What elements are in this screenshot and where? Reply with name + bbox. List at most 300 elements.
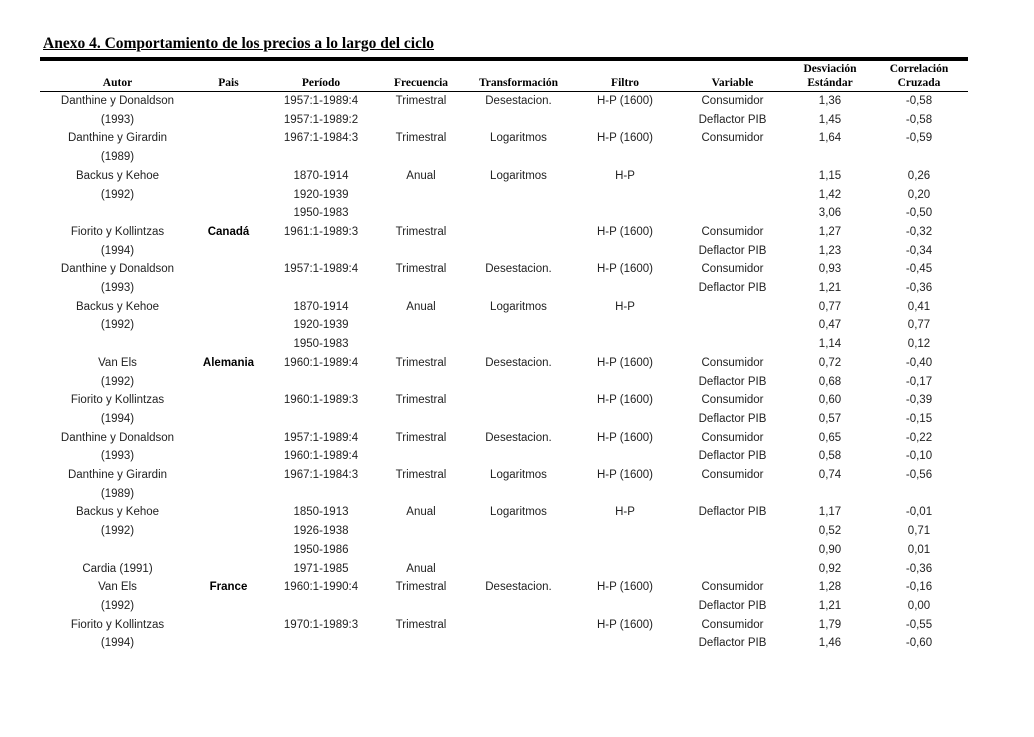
cell-autor: Backus y Kehoe (75, 169, 160, 182)
cell-correlacion: -0,16 (905, 581, 933, 594)
cell-transformacion (462, 391, 575, 410)
cell-variable: Consumidor (701, 431, 764, 444)
cell-variable (675, 335, 790, 354)
cell-filtro: H-P (1600) (596, 469, 654, 482)
cell-desviacion: 1,23 (818, 244, 842, 257)
table-row (40, 354, 968, 373)
document-page (40, 34, 968, 653)
cell-correlacion: -0,17 (905, 375, 933, 388)
cell-correlacion: -0,15 (905, 412, 933, 425)
cell-pais (195, 260, 262, 279)
cell-variable: Consumidor (701, 132, 764, 145)
cell-filtro (575, 410, 675, 429)
cell-pais (195, 560, 262, 579)
cell-transformacion: Desestacion. (485, 581, 552, 594)
cell-periodo: 1970:1-1989:3 (283, 618, 359, 631)
cell-transformacion (462, 541, 575, 560)
cell-desviacion: 1,79 (818, 618, 842, 631)
cell-correlacion: -0,10 (905, 450, 933, 463)
cell-autor: Fiorito y Kollintzas (70, 394, 165, 407)
cell-correlacion: 0,00 (907, 599, 931, 612)
table-row (40, 279, 968, 298)
cell-correlacion: -0,34 (905, 244, 933, 257)
header-row (40, 61, 968, 92)
cell-variable (675, 522, 790, 541)
cell-correlacion: -0,36 (905, 282, 933, 295)
cell-correlacion: -0,22 (905, 431, 933, 444)
cell-transformacion (462, 204, 575, 223)
cell-correlacion: -0,40 (905, 356, 933, 369)
cell-frecuencia (380, 242, 462, 261)
cell-periodo: 1960:1-1990:4 (283, 581, 359, 594)
cell-pais (195, 616, 262, 635)
cell-variable (675, 560, 790, 579)
cell-pais (195, 503, 262, 522)
cell-variable: Deflactor PIB (698, 506, 767, 519)
table-header (40, 61, 968, 92)
cell-correlacion: 0,77 (907, 319, 931, 332)
cell-desviacion: 0,77 (818, 300, 842, 313)
cell-filtro (575, 597, 675, 616)
cell-pais (195, 410, 262, 429)
cell-filtro (575, 148, 675, 167)
cell-variable: Deflactor PIB (698, 637, 767, 650)
cell-filtro: H-P (1600) (596, 356, 654, 369)
column-header-correlacion (870, 61, 968, 92)
table-row (40, 634, 968, 653)
cell-periodo (262, 242, 380, 261)
cell-periodo: 1957:1-1989:4 (283, 95, 359, 107)
cell-transformacion (462, 316, 575, 335)
cell-pais (195, 541, 262, 560)
table-row (40, 503, 968, 522)
cell-autor: (1992) (100, 525, 135, 538)
cell-transformacion (462, 560, 575, 579)
column-header-top-line (575, 63, 675, 77)
column-header-top-line (195, 63, 262, 77)
cell-variable (675, 541, 790, 560)
cell-pais (195, 167, 262, 186)
cell-autor: (1989) (100, 487, 135, 500)
cell-frecuencia (380, 148, 462, 167)
cell-filtro: H-P (615, 169, 635, 182)
cell-transformacion (462, 148, 575, 167)
cell-correlacion: 0,71 (907, 525, 931, 538)
cell-periodo (262, 373, 380, 392)
cell-correlacion: -0,39 (905, 394, 933, 407)
table-row (40, 316, 968, 335)
cell-correlacion: -0,32 (905, 225, 933, 238)
cell-periodo (262, 485, 380, 504)
cell-autor: Backus y Kehoe (75, 506, 160, 519)
cell-pais (195, 316, 262, 335)
cell-variable: Consumidor (701, 618, 764, 631)
cell-transformacion: Desestacion. (485, 356, 552, 369)
cell-autor: (1994) (100, 637, 135, 650)
cell-frecuencia (380, 447, 462, 466)
column-header-label: Filtro (611, 76, 639, 89)
cell-filtro: H-P (1600) (596, 132, 654, 145)
table-row (40, 204, 968, 223)
cell-variable (675, 148, 790, 167)
cell-filtro (575, 373, 675, 392)
cell-correlacion: -0,01 (905, 506, 933, 519)
cell-periodo: 1950-1983 (293, 207, 349, 220)
cell-desviacion: 0,47 (818, 319, 842, 332)
cell-desviacion: 1,42 (818, 188, 842, 201)
table-row (40, 129, 968, 148)
cell-transformacion (462, 186, 575, 205)
cell-correlacion (870, 485, 968, 504)
table-row (40, 522, 968, 541)
data-table (40, 61, 968, 653)
cell-desviacion: 1,17 (818, 506, 842, 519)
cell-transformacion (462, 616, 575, 635)
cell-transformacion: Logaritmos (490, 300, 547, 313)
cell-frecuencia: Trimestral (395, 356, 447, 369)
table-row (40, 111, 968, 130)
cell-autor: (1989) (100, 151, 135, 164)
cell-frecuencia (380, 410, 462, 429)
cell-autor: Danthine y Donaldson (60, 263, 175, 276)
cell-pais (195, 148, 262, 167)
cell-frecuencia: Trimestral (395, 225, 447, 238)
cell-desviacion: 0,92 (818, 562, 842, 575)
cell-frecuencia (380, 335, 462, 354)
cell-pais (195, 466, 262, 485)
cell-variable: Consumidor (701, 356, 764, 369)
table-row (40, 391, 968, 410)
column-header-periodo (262, 61, 380, 92)
cell-transformacion: Desestacion. (485, 263, 552, 276)
cell-autor: Danthine y Girardin (67, 132, 168, 145)
column-header-label: Pais (218, 76, 239, 89)
cell-periodo: 1961:1-1989:3 (283, 225, 359, 238)
cell-pais (195, 186, 262, 205)
column-header-label: Estándar (807, 76, 853, 89)
cell-frecuencia: Anual (406, 506, 436, 519)
column-header-desviacion (790, 61, 870, 92)
cell-autor: (1993) (100, 450, 135, 463)
cell-frecuencia (380, 186, 462, 205)
cell-pais: France (209, 581, 248, 594)
table-row (40, 466, 968, 485)
cell-frecuencia (380, 634, 462, 653)
cell-periodo: 1960:1-1989:3 (283, 394, 359, 407)
cell-correlacion: 0,01 (907, 543, 931, 556)
cell-frecuencia: Trimestral (395, 469, 447, 482)
cell-variable: Consumidor (701, 225, 764, 238)
column-header-label: Variable (711, 76, 754, 89)
cell-variable: Deflactor PIB (698, 244, 767, 257)
cell-filtro (575, 485, 675, 504)
cell-frecuencia: Anual (406, 169, 436, 182)
cell-desviacion (790, 485, 870, 504)
cell-frecuencia (380, 316, 462, 335)
cell-autor: (1994) (100, 244, 135, 257)
cell-filtro (575, 560, 675, 579)
cell-filtro (575, 316, 675, 335)
cell-autor: Danthine y Donaldson (60, 431, 175, 444)
cell-periodo: 1971-1985 (293, 562, 349, 575)
cell-variable: Consumidor (701, 263, 764, 276)
table-row (40, 578, 968, 597)
cell-variable: Consumidor (701, 95, 764, 107)
cell-filtro (575, 447, 675, 466)
cell-desviacion: 1,46 (818, 637, 842, 650)
table-row (40, 616, 968, 635)
cell-periodo: 1850-1913 (293, 506, 349, 519)
cell-frecuencia: Trimestral (395, 618, 447, 631)
cell-autor: Van Els (98, 356, 137, 369)
cell-variable (675, 485, 790, 504)
cell-correlacion: -0,50 (905, 207, 933, 220)
cell-autor (40, 335, 195, 354)
cell-variable (675, 204, 790, 223)
cell-pais (195, 597, 262, 616)
cell-pais (195, 335, 262, 354)
column-header-label: Autor (102, 76, 133, 89)
cell-autor: (1994) (100, 412, 135, 425)
cell-frecuencia: Trimestral (395, 132, 447, 145)
cell-frecuencia: Anual (406, 300, 436, 313)
cell-transformacion (462, 279, 575, 298)
cell-pais: Alemania (202, 356, 255, 369)
cell-filtro: H-P (1600) (596, 394, 654, 407)
cell-desviacion: 1,27 (818, 225, 842, 238)
cell-autor: Backus y Kehoe (75, 300, 160, 313)
cell-pais (195, 298, 262, 317)
cell-filtro (575, 111, 675, 130)
column-header-top-line (262, 63, 380, 77)
cell-transformacion (462, 335, 575, 354)
table-row (40, 223, 968, 242)
cell-correlacion: 0,26 (907, 169, 931, 182)
cell-periodo (262, 597, 380, 616)
cell-transformacion (462, 522, 575, 541)
cell-periodo: 1920-1939 (293, 319, 349, 332)
cell-pais (195, 429, 262, 448)
cell-autor: (1992) (100, 375, 135, 388)
table-row (40, 167, 968, 186)
cell-desviacion: 1,64 (818, 132, 842, 145)
cell-desviacion (790, 148, 870, 167)
cell-desviacion: 0,52 (818, 525, 842, 538)
cell-periodo (262, 279, 380, 298)
cell-frecuencia (380, 485, 462, 504)
cell-correlacion: -0,60 (905, 637, 933, 650)
cell-transformacion (462, 111, 575, 130)
cell-desviacion: 1,21 (818, 599, 842, 612)
cell-desviacion: 0,90 (818, 543, 842, 556)
cell-desviacion: 0,57 (818, 412, 842, 425)
cell-periodo (262, 148, 380, 167)
column-header-top-line (40, 63, 195, 77)
cell-correlacion: -0,59 (905, 132, 933, 145)
cell-desviacion: 0,65 (818, 431, 842, 444)
cell-autor: (1992) (100, 319, 135, 332)
table-row (40, 186, 968, 205)
cell-periodo: 1960:1-1989:4 (283, 450, 359, 463)
table-row (40, 335, 968, 354)
cell-desviacion: 0,72 (818, 356, 842, 369)
cell-filtro: H-P (1600) (596, 263, 654, 276)
cell-frecuencia (380, 111, 462, 130)
cell-autor (40, 541, 195, 560)
cell-correlacion: -0,45 (905, 263, 933, 276)
cell-pais (195, 447, 262, 466)
cell-transformacion (462, 485, 575, 504)
column-header-top-line (462, 63, 575, 77)
cell-pais: Canadá (207, 225, 250, 238)
column-header-filtro (575, 61, 675, 92)
cell-pais (195, 485, 262, 504)
cell-filtro: H-P (1600) (596, 225, 654, 238)
cell-desviacion: 0,58 (818, 450, 842, 463)
cell-variable: Deflactor PIB (698, 450, 767, 463)
column-header-label: Cruzada (897, 76, 941, 89)
cell-variable: Consumidor (701, 581, 764, 594)
table-row (40, 148, 968, 167)
cell-periodo: 1957:1-1989:4 (283, 431, 359, 444)
cell-desviacion: 1,21 (818, 282, 842, 295)
cell-transformacion (462, 410, 575, 429)
cell-transformacion (462, 223, 575, 242)
cell-filtro (575, 186, 675, 205)
cell-filtro (575, 335, 675, 354)
cell-variable (675, 316, 790, 335)
cell-frecuencia (380, 522, 462, 541)
cell-frecuencia: Trimestral (395, 431, 447, 444)
cell-filtro: H-P (1600) (596, 581, 654, 594)
cell-variable (675, 167, 790, 186)
column-header-pais (195, 61, 262, 92)
cell-variable: Deflactor PIB (698, 599, 767, 612)
column-header-label: Frecuencia (393, 76, 449, 89)
table-row (40, 410, 968, 429)
cell-desviacion: 0,93 (818, 263, 842, 276)
cell-desviacion: 1,28 (818, 581, 842, 594)
page-title: Anexo 4. Comportamiento de los precios a lo largo del ciclo (43, 35, 435, 52)
cell-variable: Deflactor PIB (698, 282, 767, 295)
table-row (40, 429, 968, 448)
column-header-label: Período (301, 76, 341, 89)
column-header-top-line: Desviación (803, 63, 857, 75)
cell-filtro: H-P (615, 506, 635, 519)
column-header-autor (40, 61, 195, 92)
cell-desviacion: 1,36 (818, 95, 842, 107)
cell-frecuencia (380, 204, 462, 223)
cell-periodo (262, 634, 380, 653)
cell-variable: Consumidor (701, 469, 764, 482)
cell-pais (195, 522, 262, 541)
cell-desviacion: 3,06 (818, 207, 842, 220)
cell-periodo: 1950-1983 (293, 338, 349, 351)
cell-desviacion: 1,45 (818, 113, 842, 126)
cell-pais (195, 204, 262, 223)
cell-variable: Consumidor (701, 394, 764, 407)
column-header-top-line (675, 63, 790, 77)
cell-transformacion (462, 634, 575, 653)
cell-periodo: 1920-1939 (293, 188, 349, 201)
cell-frecuencia: Trimestral (395, 263, 447, 276)
cell-pais (195, 373, 262, 392)
cell-filtro (575, 204, 675, 223)
cell-correlacion: -0,56 (905, 469, 933, 482)
cell-autor: Fiorito y Kollintzas (70, 225, 165, 238)
cell-correlacion: 0,20 (907, 188, 931, 201)
table-row (40, 92, 968, 111)
cell-periodo (262, 410, 380, 429)
cell-autor: Danthine y Donaldson (60, 95, 175, 107)
cell-transformacion: Logaritmos (490, 132, 547, 145)
cell-desviacion: 1,14 (818, 338, 842, 351)
table-row (40, 373, 968, 392)
cell-autor: Cardia (1991) (82, 562, 153, 575)
cell-filtro (575, 522, 675, 541)
cell-autor (40, 204, 195, 223)
cell-correlacion: 0,41 (907, 300, 931, 313)
cell-periodo: 1960:1-1989:4 (283, 356, 359, 369)
table-row (40, 298, 968, 317)
column-header-top-line: Correlación (889, 63, 949, 75)
cell-transformacion (462, 597, 575, 616)
cell-filtro (575, 634, 675, 653)
cell-pais (195, 279, 262, 298)
cell-correlacion: -0,55 (905, 618, 933, 631)
cell-correlacion: -0,36 (905, 562, 933, 575)
cell-filtro (575, 541, 675, 560)
table-row (40, 541, 968, 560)
cell-autor: (1992) (100, 599, 135, 612)
cell-frecuencia (380, 597, 462, 616)
cell-transformacion (462, 373, 575, 392)
cell-correlacion: 0,12 (907, 338, 931, 351)
cell-filtro: H-P (1600) (596, 431, 654, 444)
cell-frecuencia (380, 541, 462, 560)
table-body (40, 92, 968, 654)
table-row (40, 260, 968, 279)
cell-filtro: H-P (615, 300, 635, 313)
cell-periodo: 1870-1914 (293, 169, 349, 182)
cell-pais (195, 129, 262, 148)
cell-transformacion: Desestacion. (485, 95, 552, 107)
table-row (40, 485, 968, 504)
cell-transformacion: Logaritmos (490, 469, 547, 482)
cell-pais (195, 111, 262, 130)
column-header-variable (675, 61, 790, 92)
cell-desviacion: 0,68 (818, 375, 842, 388)
cell-desviacion: 1,15 (818, 169, 842, 182)
cell-variable: Deflactor PIB (698, 412, 767, 425)
cell-periodo: 1926-1938 (293, 525, 349, 538)
cell-autor: Van Els (98, 581, 137, 594)
cell-periodo: 1967:1-1984:3 (283, 132, 359, 145)
cell-correlacion (870, 148, 968, 167)
cell-transformacion (462, 447, 575, 466)
cell-pais (195, 391, 262, 410)
table-row (40, 560, 968, 579)
column-header-top-line (380, 63, 462, 77)
column-header-transformacion (462, 61, 575, 92)
table-row (40, 597, 968, 616)
cell-pais (195, 92, 262, 111)
cell-periodo: 1957:1-1989:2 (283, 113, 359, 126)
table-row (40, 447, 968, 466)
cell-periodo: 1967:1-1984:3 (283, 469, 359, 482)
cell-filtro (575, 279, 675, 298)
cell-filtro: H-P (1600) (596, 95, 654, 107)
